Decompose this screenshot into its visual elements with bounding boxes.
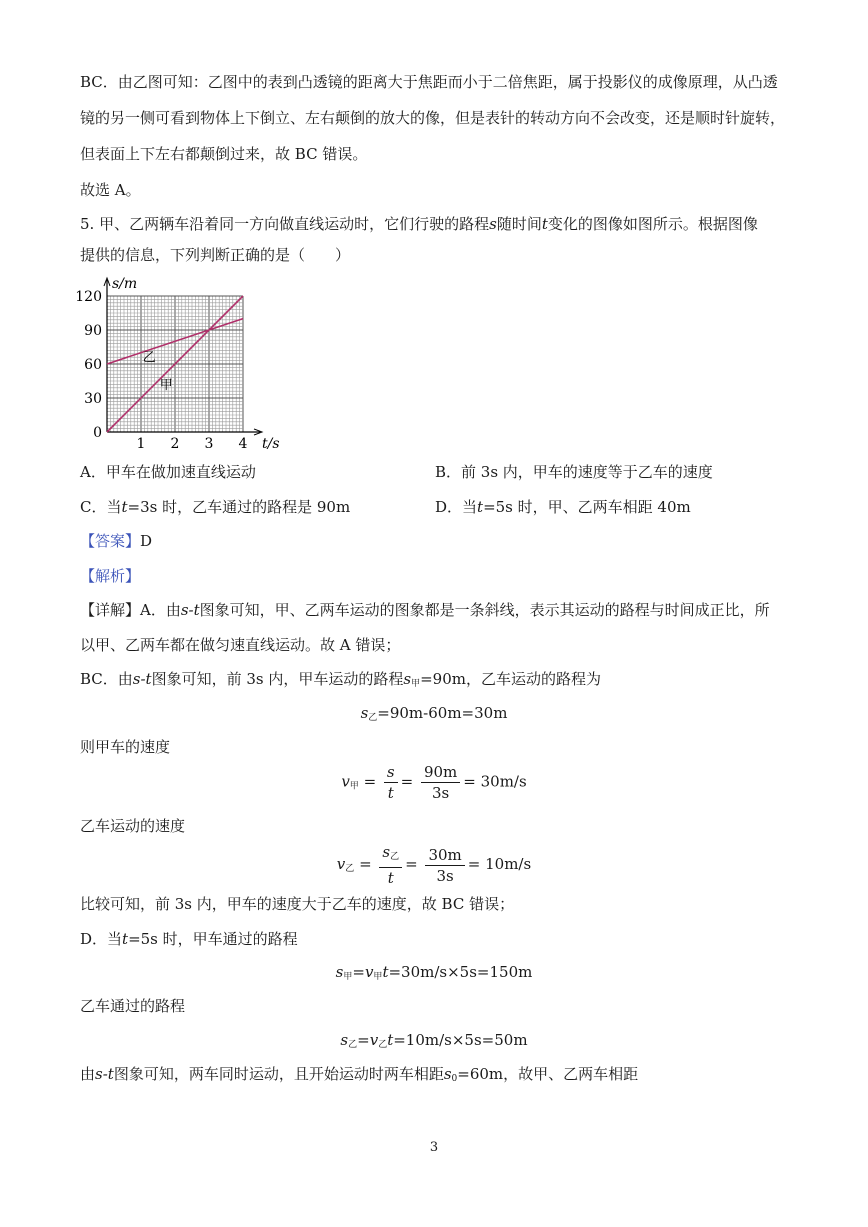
option-a: A．甲车在做加速直线运动 <box>80 463 256 481</box>
symbol-t: t <box>477 498 484 516</box>
symbol-v: v <box>341 772 350 791</box>
fraction-denominator: t <box>387 784 394 802</box>
option-c <box>80 497 350 517</box>
answer-line <box>80 531 152 551</box>
fraction <box>379 842 402 888</box>
option-text: =3s 时，乙车通过的路程是 90m <box>127 498 351 516</box>
detail-text: 图象可知，两车同时运动，且开始运动时两车相距 <box>113 1065 444 1083</box>
conclusion-line: 故选 A。 <box>80 181 141 199</box>
symbol-s: s <box>335 963 344 981</box>
symbol-v: =v <box>357 1031 379 1049</box>
option-b: B．前 3s 内，甲车的速度等于乙车的速度 <box>435 463 713 481</box>
detail-text: D．当 <box>80 930 123 948</box>
option-text: C．当 <box>80 498 122 516</box>
stem-text: 变化的图像如图所示。根据图像 <box>547 215 758 233</box>
subscript: 乙 <box>348 1040 358 1050</box>
answer-value: D <box>140 532 153 550</box>
detail-line: 乙车运动的速度 <box>80 817 186 835</box>
symbol-t: t <box>541 215 548 233</box>
symbol-s: s <box>489 215 497 233</box>
detail-text: A．由 <box>140 601 181 619</box>
stem-text: 随时间 <box>496 215 542 233</box>
x-tick-label: 2 <box>170 436 180 452</box>
symbol-v: v <box>336 855 346 873</box>
series-label-yi: 乙 <box>142 350 156 366</box>
equation-text: =30m/s×5s=150m <box>388 963 533 981</box>
fraction-denominator: t <box>387 869 394 887</box>
equation-text: =10m/s×5s=50m <box>393 1031 528 1049</box>
detail-line: 比较可知，前 3s 内，甲车的速度大于乙车的速度，故 BC 错误； <box>80 895 515 913</box>
option-text: =5s 时，甲、乙两车相距 40m <box>483 498 691 516</box>
equation-s-jia <box>0 962 868 987</box>
question-number: 5. <box>80 215 95 233</box>
symbol-v: =v <box>352 963 374 981</box>
fraction-denominator: 3s <box>432 784 450 802</box>
detail-text: 由 <box>80 1065 96 1083</box>
symbol-s: s <box>443 1065 452 1083</box>
y-tick-label: 60 <box>84 357 102 373</box>
fraction <box>384 762 398 803</box>
y-tick-label: 120 <box>75 289 102 305</box>
s-t-chart <box>72 272 292 452</box>
paragraph-line: 但表面上下左右都颠倒过来，故 BC 错误。 <box>80 145 368 163</box>
equation-s-yi-2 <box>0 1030 868 1055</box>
detail-line: 乙车通过的路程 <box>80 997 186 1015</box>
detail-text: 图象可知，甲、乙两车运动的图象都是一条斜线，表示其运动的路程与时间成正比，所 <box>199 601 770 619</box>
symbol-st: s-t <box>132 670 152 688</box>
equation-v-jia: $v_甲$ = $\frac{s}{t}$ = $\frac{90m}{3s}$ = 30m/s <box>341 763 527 802</box>
series-label-jia: 甲 <box>159 377 173 393</box>
y-axis-label: s/m <box>112 276 138 292</box>
subscript: 乙 <box>378 1040 388 1050</box>
subscript: 甲 <box>349 781 359 792</box>
equation-s-yi <box>0 703 868 728</box>
symbol-s: s <box>360 704 369 722</box>
detail-line <box>80 929 298 949</box>
fraction <box>425 845 464 886</box>
equation-result: = 30m/s <box>463 772 527 791</box>
x-axis-label: t/s <box>262 436 280 452</box>
detail-line <box>80 600 770 620</box>
subscript: 乙 <box>345 864 355 874</box>
detail-tag: 【详解】 <box>80 601 141 619</box>
page-number: 3 <box>429 1140 439 1155</box>
detail-text: =5s 时，甲车通过的路程 <box>128 930 298 948</box>
subscript: 乙 <box>368 713 378 723</box>
stem-text: 甲、乙两辆车沿着同一方向做直线运动时，它们行驶的路程 <box>99 215 490 233</box>
detail-text: =90m，乙车运动的路程为 <box>420 670 601 688</box>
symbol-t: t <box>387 1031 394 1049</box>
y-tick-label: 30 <box>84 391 102 407</box>
detail-line <box>80 669 601 694</box>
detail-text: =60m，故甲、乙两车相距 <box>457 1065 639 1083</box>
fraction-numerator: 90m <box>421 762 460 783</box>
symbol-t: t <box>122 930 129 948</box>
equation-result: = 10m/s <box>467 855 532 873</box>
option-d <box>435 497 691 517</box>
symbol-t: t <box>121 498 128 516</box>
equation-v-yi: $v_乙$ = $\frac{s_乙}{t}$ = $\frac{30m}{3s}$ = 10m/s <box>336 843 532 887</box>
detail-text: 图象可知，前 3s 内，甲车运动的路程 <box>151 670 404 688</box>
fraction-denominator: 3s <box>436 866 454 885</box>
subscript: 0 <box>451 1074 458 1084</box>
fraction-numerator: 30m <box>425 845 464 866</box>
equation-text: =90m-60m=30m <box>377 704 508 722</box>
question-stem-line2: 提供的信息，下列判断正确的是（ ） <box>80 246 351 264</box>
subscript: 乙 <box>390 852 400 862</box>
paragraph-line: 镜的另一侧可看到物体上下倒立、左右颠倒的放大的像，但是表针的转动方向不会改变，还是顺时针旋转， <box>80 109 786 127</box>
detail-text: BC．由 <box>80 670 133 688</box>
answer-tag: 【答案】 <box>80 532 141 550</box>
y-tick-label: 0 <box>93 425 102 441</box>
fraction <box>421 762 460 803</box>
fraction-numerator: s <box>384 762 398 783</box>
x-tick-label: 3 <box>204 436 214 452</box>
question-stem <box>80 214 758 234</box>
y-tick-label: 90 <box>84 323 102 339</box>
paragraph-line: BC．由乙图可知：乙图中的表到凸透镜的距离大于焦距而小于二倍焦距，属于投影仪的成像原理，从凸透 <box>80 73 778 91</box>
detail-line: 则甲车的速度 <box>80 738 171 756</box>
fraction-numerator: s <box>382 843 391 861</box>
x-tick-label: 1 <box>136 436 146 452</box>
symbol-st: s-t <box>180 601 200 619</box>
symbol-s: s <box>340 1031 349 1049</box>
detail-line: 以甲、乙两车都在做匀速直线运动。故 A 错误； <box>80 636 401 654</box>
analysis-tag: 【解析】 <box>80 567 141 585</box>
subscript: 甲 <box>373 972 383 982</box>
detail-line <box>80 1064 638 1089</box>
x-tick-label: 4 <box>238 436 248 452</box>
symbol-st: s-t <box>95 1065 114 1083</box>
symbol-s: s <box>403 670 412 688</box>
subscript: 甲 <box>411 679 421 689</box>
subscript: 甲 <box>343 972 353 982</box>
option-text: D．当 <box>435 498 478 516</box>
symbol-t: t <box>382 963 389 981</box>
